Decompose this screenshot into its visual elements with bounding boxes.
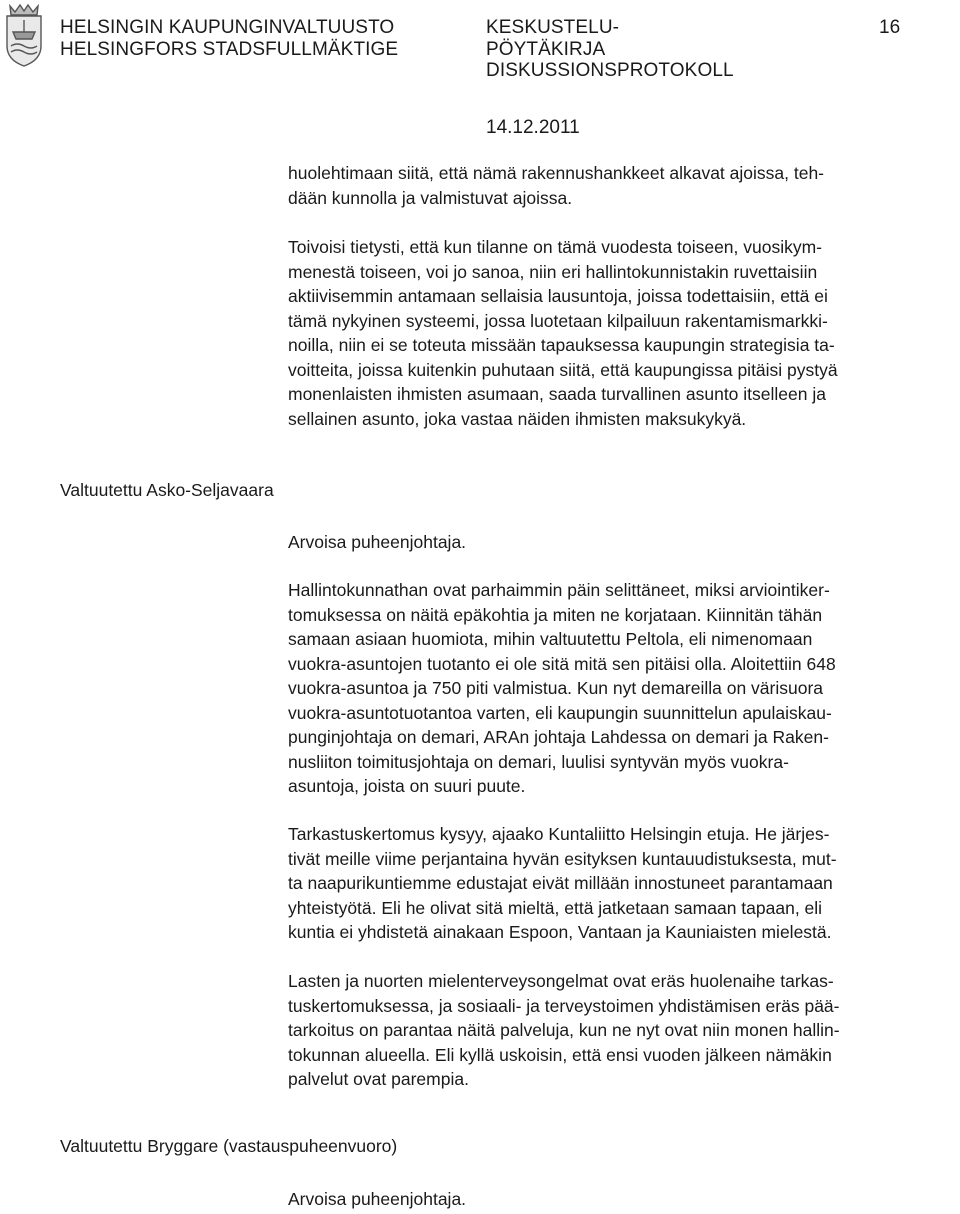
paragraph-text: Tarkastuskertomus kysyy, ajaako Kuntaliitto Helsingin etuja. He järjes- tivät meille viime perjantaina hyvän esityksen kuntauudistuksesta, mut- ta naapurikuntiemme edustajat eivät millään innostuneet parantamaan yhteistyötä. Eli he olivat sitä mieltä, että jatketaan samaan tapaan, eli kuntia ei yhdistetä ainakaan Espoon, Vantaan ja Kauniaisten mielestä. [288, 824, 837, 942]
paragraph-text: Arvoisa puheenjohtaja. [288, 1189, 467, 1209]
paragraph [288, 235, 956, 431]
paragraph [288, 161, 956, 210]
document-date: 14.12.2011 [486, 117, 580, 138]
document-type [486, 17, 734, 82]
speaker-heading: Valtuutettu Bryggare (vastauspuheenvuoro) [60, 1136, 398, 1156]
paragraph-text: Hallintokunnathan ovat parhaimmin päin selittäneet, miksi arviointiker- tomuksessa on näitä epäkohtia ja miten ne korjataan. Kiinnitän tähän samaan asiaan huomiota, mihin valtuutettu Peltola, eli nimenomaan vuokra-asuntojen tuotanto ei ole sitä mitä sen pitäisi olla. Aloitettiin 648 vuokra-asuntoa ja 750 piti valmistua. Kun nyt demareilla on värisuora vuokra-asuntotuotantoa varten, eli kaupungin suunnittelun apulaiskau- punginjohtaja on demari, ARAn johtaja Lahdessa on demari ja Raken- nusliiton toimitusjohtaja on demari, luulisi syntyvän myös vuokra- asuntoja, joista on suuri puute. [288, 580, 836, 796]
organization-name [60, 17, 398, 60]
paragraph-text: Arvoisa puheenjohtaja. [288, 532, 467, 552]
paragraph [288, 578, 956, 799]
organization-name-fi: HELSINGIN KAUPUNGINVALTUUSTO [60, 17, 395, 38]
paragraph-text: Lasten ja nuorten mielenterveysongelmat ovat eräs huolenaihe tarkas- tuskertomuksessa, ja sosiaali- ja terveystoimen yhdistämisen eräs pää- tarkoitus on parantaa näitä palveluja, kun ne nyt ovat niin monen hallin- tokunnan alueella. Eli kyllä uskoisin, että ensi vuoden jälkeen nämäkin palvelut ovat parempia. [288, 971, 840, 1089]
paragraph-text: Toivoisi tietysti, että kun tilanne on tämä vuodesta toiseen, vuosikym- menestä toiseen, voi jo sanoa, niin eri hallintokunnistakin ruvettaisiin aktiivisemmin antamaan sellaisia lausuntoja, joissa todettaisiin, että ei tämä nykyinen systeemi, jossa luotetaan kilpailuun rakentamismarkki- noilla, niin ei se toteuta missään tapauksessa kaupungin strategisia ta- voitteita, joissa kuitenkin puhutaan siitä, että kaupungissa pitäisi pystyä monenlaisten ihmisten asumaan, saada turvallinen asunto itselleen ja sellainen asunto, joka vastaa näiden ihmisten maksukykyä. [288, 237, 838, 429]
organization-name-sv: HELSINGFORS STADSFULLMÄKTIGE [60, 38, 399, 60]
speaker-heading: Valtuutettu Asko-Seljavaara [60, 480, 274, 500]
document-type-line1: KESKUSTELU- [486, 17, 620, 38]
page-number: 16 [879, 17, 901, 38]
paragraph [288, 1187, 956, 1212]
document-type-line3: DISKUSSIONSPROTOKOLL [486, 60, 734, 81]
paragraph [288, 822, 956, 945]
paragraph [288, 969, 956, 1092]
helsinki-crest-icon [2, 2, 46, 68]
document-type-line2: PÖYTÄKIRJA [486, 38, 606, 60]
paragraph [288, 530, 956, 555]
paragraph-text: huolehtimaan siitä, että nämä rakennushankkeet alkavat ajoissa, teh- dään kunnolla ja valmistuvat ajoissa. [288, 163, 825, 208]
